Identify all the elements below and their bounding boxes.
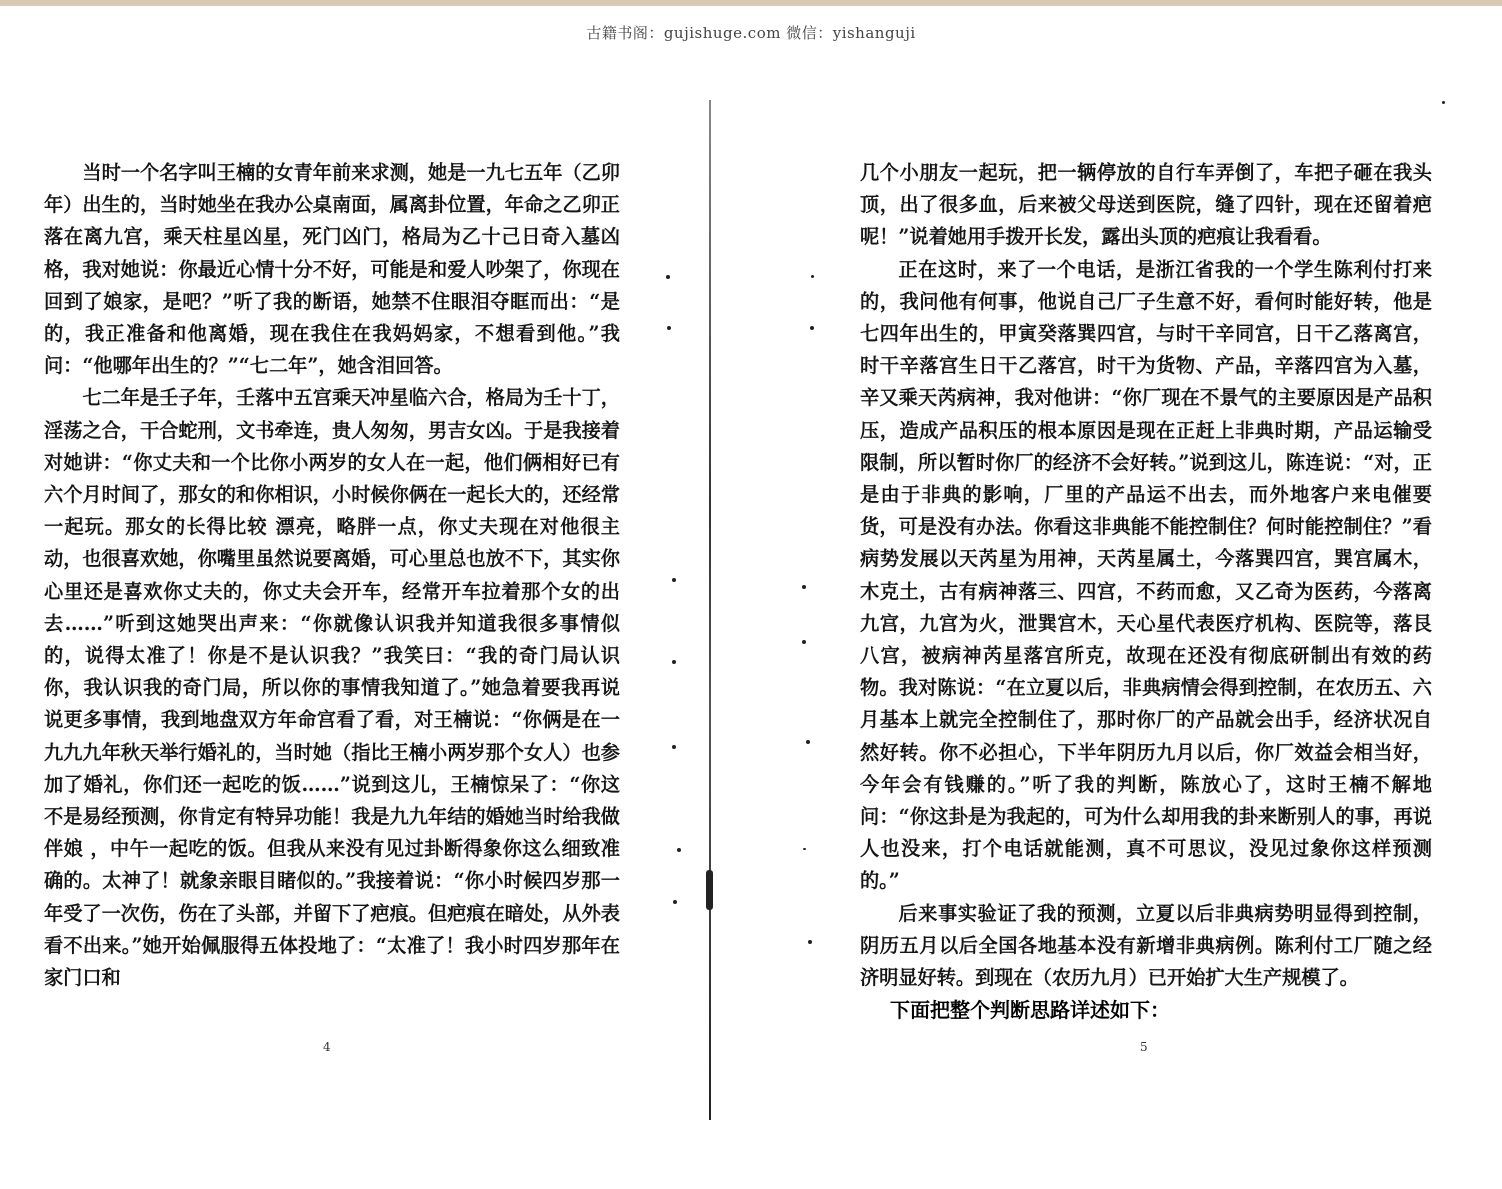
spine-ink-blot	[706, 870, 713, 910]
scan-speck	[810, 326, 814, 330]
left-paragraph-1: 当时一个名字叫王楠的女青年前来求测，她是一九七五年（乙卯年）出生的，当时她坐在我办公桌南面，属离卦位置，年命之乙卯正落在离九宫，乘天柱星凶星，死门凶门，格局为乙十己日奇入墓凶格，我对她说：你最近心情十分不好，可能是和爱人吵架了，你现在回到了娘家，是吧？”听了我的断语，她禁不住眼泪夺眶而出：“是的，我正准备和他离婚，现在我住在我妈妈家，不想看到他。”我问：“他哪年出生的？”“七二年”，她含泪回答。	[44, 161, 620, 378]
right-page	[860, 157, 1432, 1026]
scan-speck	[808, 940, 812, 944]
book-spine	[707, 100, 713, 1120]
left-page	[44, 157, 620, 994]
right-page-number: 5	[1140, 1040, 1148, 1054]
left-page-number: 4	[323, 1040, 331, 1054]
scan-speck	[802, 585, 806, 589]
section-heading: 下面把整个判断思路详述如下：	[890, 998, 1170, 1023]
spine-line	[709, 100, 711, 1120]
right-paragraph-3: 后来事实验证了我的预测，立夏以后非典病势明显得到控制，阴历五月以后全国各地基本没有新增非典病例。陈利付工厂随之经济明显好转。到现在（农历九月）已开始扩大生产规模了。	[860, 901, 1432, 990]
right-paragraph-1: 几个小朋友一起玩，把一辆停放的自行车弄倒了，车把子砸在我头顶，出了很多血，后来被父母送到医院，缝了四针，现在还留着疤呢！”说着她用手拨开长发，露出头顶的疤痕让我看看。	[860, 161, 1432, 249]
right-paragraph-2: 正在这时，来了一个电话，是浙江省我的一个学生陈利付打来的，我问他有何事，他说自己厂子生意不好，看何时能好转，他是七四年出生的，甲寅癸落巽四宫，与时干辛同宫，日干乙落离宫，时干辛落宫生日干乙落宫，时干为货物、产品，辛落四宫为入墓，辛又乘天芮病神，我对他讲：“你厂现在不景气的主要原因是产品积压，造成产品积压的根本原因是现在正赶上非典时期，产品运输受限制，所以暂时你厂的经济不会好转。”说到这儿，陈连说：“对，正是由于非典的影响，厂里的产品运不出去，而外地客户来电催要货，可是没有办法。你看这非典能不能控制住？何时能控制住？”看病势发展以天芮星为用神，天芮星属土，今落巽四宫，巽宫属木，木克土，古有病神落三、四宫，不药而愈，又乙奇为医药，今落离九宫，九宫为火，泄巽宫木，天心星代表医疗机构、医院等，落艮八宫，被病神芮星落宫所克，故现在还没有彻底研制出有效的药物。我对陈说：“在立夏以后，非典病情会得到控制，在农历五、六月基本上就完全控制住了，那时你厂的产品就会出手，经济状况自然好转。你不必担心，下半年阴历九月以后，你厂效益会相当好，今年会有钱赚的。”听了我的判断，陈放心了，这时王楠不解地问：“你这卦是为我起的，可为什么却用我的卦来断别人的事，再说人也没来，打个电话就能测，真不可思议，没见过象你这样预测的。”	[860, 257, 1432, 893]
watermark: 古籍书阁：gujishuge.com 微信：yishanguji	[586, 24, 916, 42]
scan-speck	[802, 640, 806, 644]
scan-speck	[1442, 101, 1445, 104]
left-paragraph-2: 七二年是壬子年，壬落中五宫乘天冲星临六合，格局为壬十丁，淫荡之合，干合蛇刑，文书牵连，贵人匆匆，男吉女凶。于是我接着对她讲：“你丈夫和一个比你小两岁的女人在一起，他们俩相好已有六个月时间了，那女的和你相识，小时候你俩在一起长大的，还经常一起玩。那女的长得比较 漂亮，略胖一点，你丈夫现在对他很主动，也很喜欢她，你嘴里虽然说要离婚，可心里总也放不下，其实你心里还是喜欢你丈夫的，你丈夫会开车，经常开车拉着那个女的出去……”听到这她哭出声来：“你就像认识我并知道我很多事情似的，说得太准了！你是不是认识我？”我笑曰：“我的奇门局认识你，我认识我的奇门局，所以你的事情我知道了。”她急着要我再说说更多事情，我到地盘双方年命宫看了看，对王楠说：“你俩是在一九九九年秋天举行婚礼的，当时她（指比王楠小两岁那个女人）也参加了婚礼，你们还一起吃的饭……”说到这儿，王楠惊呆了：“你这不是易经预测，你肯定有特异功能！我是九九年结的婚她当时给我做伴娘 ，中午一起吃的饭。但我从来没有见过卦断得象你这么细致准确的。太神了！就象亲眼目睹似的。”我接着说：“你小时候四岁那一年受了一次伤，伤在了头部，并留下了疤痕。但疤痕在暗处，从外表看不出来。”她开始佩服得五体投地了：“太准了！我小时四岁那年在家门口和	[44, 386, 620, 990]
scan-speck	[672, 578, 676, 582]
scan-speck	[672, 660, 676, 664]
scan-speck	[667, 326, 671, 330]
scan-speck	[677, 848, 681, 852]
scan-speck	[666, 275, 670, 279]
scan-speck	[806, 740, 810, 744]
scan-speck	[811, 275, 814, 278]
top-border	[0, 0, 1502, 6]
scan-speck	[803, 848, 806, 850]
scan-speck	[673, 900, 677, 904]
scan-speck	[672, 745, 676, 749]
